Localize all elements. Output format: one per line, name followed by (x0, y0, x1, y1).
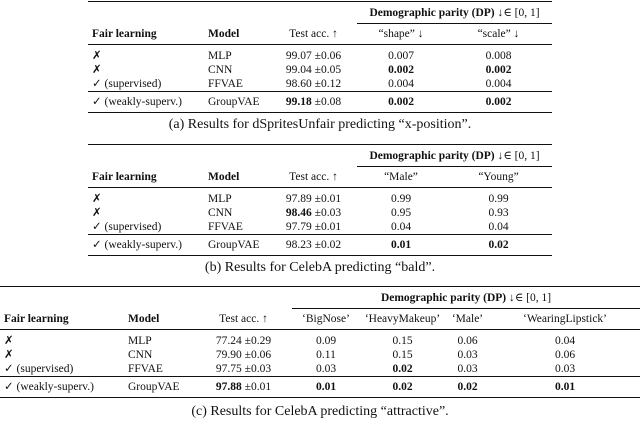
dp-cell (445, 45, 552, 64)
dp-cell (357, 206, 445, 220)
dp-value: 0.01 (554, 381, 576, 393)
header-test-acc: Test acc. ↑ (195, 309, 292, 330)
empty-cell (270, 2, 357, 24)
dp-group-header (357, 145, 552, 167)
dp-cell (445, 206, 552, 220)
model-cell: CNN (208, 64, 233, 76)
dp-value: 0.01 (390, 239, 412, 251)
test-acc-cell (195, 330, 292, 349)
dp-cell (357, 235, 445, 256)
header-row (88, 167, 552, 188)
dp-cell (445, 235, 552, 256)
dp-group-header (292, 287, 640, 309)
test-acc-value: 97.75 (215, 363, 242, 375)
dp-cell (490, 330, 640, 349)
dp-value: 0.03 (554, 363, 576, 375)
empty-cell (270, 145, 357, 167)
fair-learning-cell: ✗ (92, 50, 102, 62)
dp-cell (490, 377, 640, 398)
test-acc-cell (270, 235, 357, 256)
header-label: Fair learning (92, 170, 157, 183)
table-row (88, 188, 552, 207)
test-acc-value: 98.23 (285, 239, 312, 251)
dp-cell (445, 348, 490, 362)
test-acc-value: 98.46 (285, 207, 312, 219)
table-row (0, 330, 640, 349)
dp-value: 0.04 (554, 335, 576, 347)
test-acc-std: ±0.01 (311, 193, 342, 205)
fair-learning-cell: ✓ (weakly-superv.) (88, 92, 208, 113)
test-acc-value: 99.07 (285, 50, 312, 62)
header-fair-learning (0, 309, 128, 330)
empty-cell (195, 287, 292, 309)
test-acc-cell (270, 206, 357, 220)
test-acc-std: ±0.06 (311, 50, 342, 62)
header-model (208, 167, 270, 188)
dp-cell (292, 377, 360, 398)
test-acc-value: 98.60 (285, 78, 312, 90)
fair-learning-cell: ✓ (supervised) (92, 221, 162, 233)
test-acc-std: ±0.01 (241, 381, 272, 393)
dp-header-range: ↓∈ [0, 1] (506, 291, 552, 304)
test-acc-std: ±0.12 (311, 78, 342, 90)
header-row-group (88, 145, 552, 167)
header-dp-attribute: ‘BigNose’ (292, 309, 360, 330)
dp-value: 0.93 (488, 207, 509, 219)
model-cell: FFVAE (208, 221, 243, 233)
model-cell: FFVAE (208, 78, 243, 90)
dp-cell (445, 63, 552, 77)
dp-value: 0.15 (392, 349, 413, 361)
test-acc-value: 97.88 (215, 381, 242, 393)
dp-value: 0.15 (392, 335, 413, 347)
table-row (88, 45, 552, 64)
header-row-group (88, 2, 552, 24)
dp-cell (292, 362, 360, 377)
header-model (208, 24, 270, 45)
dp-header-bold: Demographic parity (DP) (380, 291, 507, 304)
test-acc-cell (270, 188, 357, 207)
empty-cell (88, 145, 208, 167)
model-cell: MLP (128, 335, 152, 347)
empty-cell (128, 287, 195, 309)
test-acc-cell (270, 220, 357, 235)
test-acc-cell (270, 45, 357, 64)
test-acc-value: 99.04 (285, 64, 312, 76)
fair-learning-cell: ✓ (supervised) (92, 78, 162, 90)
table-row (88, 63, 552, 77)
table-caption: (b) Results for CelebA predicting “bald”. (204, 260, 436, 275)
dp-value: 0.95 (390, 207, 412, 219)
empty-cell (0, 287, 128, 309)
model-cell: CNN (128, 349, 153, 361)
test-acc-std: ±0.06 (241, 349, 272, 361)
table-row (88, 220, 552, 235)
dp-value: 0.06 (554, 349, 576, 361)
dp-value: 0.02 (392, 381, 413, 393)
header-dp-attribute: ‘Male’ (445, 309, 490, 330)
model-cell: GroupVAE (128, 377, 195, 398)
test-acc-std: ±0.01 (311, 221, 342, 233)
test-acc-std: ±0.02 (311, 239, 342, 251)
dp-cell (445, 377, 490, 398)
dp-value: 0.04 (488, 221, 509, 233)
dp-cell (360, 362, 445, 377)
results-table (88, 144, 552, 256)
dp-value: 0.04 (390, 221, 412, 233)
dp-value: 0.03 (315, 363, 337, 375)
test-acc-cell (195, 348, 292, 362)
table-row (88, 77, 552, 92)
dp-header-range: ↓∈ [0, 1] (494, 149, 540, 162)
header-dp-attribute: “Male” (357, 167, 445, 188)
table-row (88, 206, 552, 220)
table-row (88, 235, 552, 256)
table-row (0, 362, 640, 377)
test-acc-std: ±0.29 (241, 335, 272, 347)
dp-value: 0.09 (315, 335, 337, 347)
dp-header-bold: Demographic parity (DP) (369, 6, 495, 19)
header-fair-learning (88, 24, 208, 45)
table-caption: (a) Results for dSpritesUnfair predicting “x-position”. (168, 117, 472, 132)
dp-value: 0.002 (388, 96, 414, 108)
dp-cell (360, 377, 445, 398)
header-label: Model (128, 312, 160, 325)
dp-value: 0.06 (457, 335, 478, 347)
fair-learning-cell: ✗ (4, 349, 14, 361)
test-acc-std: ±0.05 (311, 64, 342, 76)
test-acc-cell (270, 63, 357, 77)
test-acc-cell (270, 92, 357, 113)
header-test-acc: Test acc. ↑ (270, 167, 357, 188)
header-dp-attribute: “shape” ↓ (357, 24, 445, 45)
dp-value: 0.01 (315, 381, 337, 393)
fair-learning-cell: ✗ (4, 335, 14, 347)
test-acc-std: ±0.03 (311, 207, 342, 219)
test-acc-value: 77.24 (215, 335, 242, 347)
fair-learning-cell: ✗ (92, 64, 102, 76)
table-row (0, 348, 640, 362)
test-acc-value: 97.89 (285, 193, 312, 205)
empty-cell (208, 145, 270, 167)
dp-header-range: ↓∈ [0, 1] (494, 6, 540, 19)
fair-learning-cell: ✗ (92, 207, 102, 219)
dp-cell (445, 92, 552, 113)
dp-cell (445, 188, 552, 207)
dp-value: 0.02 (392, 363, 413, 375)
test-acc-std: ±0.08 (311, 96, 342, 108)
dp-cell (445, 220, 552, 235)
model-cell: MLP (208, 193, 232, 205)
dp-cell (360, 330, 445, 349)
test-acc-value: 79.90 (215, 349, 242, 361)
dp-value: 0.007 (388, 50, 414, 62)
dp-cell (357, 220, 445, 235)
dp-value: 0.99 (390, 193, 412, 205)
header-model (128, 309, 195, 330)
dp-cell (357, 188, 445, 207)
results-table (0, 286, 640, 398)
dp-cell (360, 348, 445, 362)
dp-cell (490, 348, 640, 362)
dp-group-header (357, 2, 552, 24)
header-dp-attribute: ‘HeavyMakeup’ (360, 309, 445, 330)
header-dp-attribute: ‘WearingLipstick’ (490, 309, 640, 330)
model-cell: CNN (208, 207, 233, 219)
dp-value: 0.004 (388, 78, 414, 90)
dp-value: 0.03 (457, 363, 478, 375)
dp-cell (292, 348, 360, 362)
empty-cell (208, 2, 270, 24)
model-cell: FFVAE (128, 363, 163, 375)
fair-learning-cell: ✓ (weakly-superv.) (0, 377, 128, 398)
model-cell: GroupVAE (208, 235, 270, 256)
dp-header-bold: Demographic parity (DP) (369, 149, 495, 162)
dp-value: 0.002 (388, 64, 414, 76)
dp-value: 0.03 (457, 349, 478, 361)
dp-cell (357, 77, 445, 92)
header-row (0, 309, 640, 330)
dp-cell (357, 45, 445, 64)
model-cell: GroupVAE (208, 92, 270, 113)
dp-cell (445, 330, 490, 349)
table-row (0, 377, 640, 398)
test-acc-value: 99.18 (285, 96, 312, 108)
header-row (88, 24, 552, 45)
fair-learning-cell: ✗ (92, 193, 102, 205)
dp-cell (357, 92, 445, 113)
dp-cell (445, 77, 552, 92)
model-cell: MLP (208, 50, 232, 62)
header-dp-attribute: “Young” (445, 167, 552, 188)
header-dp-attribute: “scale” ↓ (445, 24, 552, 45)
dp-value: 0.004 (485, 78, 512, 90)
dp-value: 0.11 (316, 349, 336, 361)
dp-value: 0.02 (457, 381, 478, 393)
test-acc-value: 97.79 (285, 221, 312, 233)
test-acc-cell (195, 377, 292, 398)
header-label: Model (208, 170, 240, 183)
empty-cell (88, 2, 208, 24)
header-label: Model (208, 27, 240, 40)
header-test-acc: Test acc. ↑ (270, 24, 357, 45)
test-acc-std: ±0.03 (241, 363, 272, 375)
header-row-group (0, 287, 640, 309)
dp-cell (445, 362, 490, 377)
results-table (88, 1, 552, 113)
header-label: Fair learning (4, 312, 69, 325)
dp-value: 0.99 (488, 193, 509, 205)
test-acc-cell (270, 77, 357, 92)
header-label: Fair learning (92, 27, 157, 40)
header-fair-learning (88, 167, 208, 188)
dp-value: 0.02 (488, 239, 509, 251)
dp-value: 0.008 (485, 50, 512, 62)
dp-cell (292, 330, 360, 349)
test-acc-cell (195, 362, 292, 377)
table-caption: (c) Results for CelebA predicting “attractive”. (191, 404, 449, 419)
dp-value: 0.002 (485, 96, 512, 108)
fair-learning-cell: ✓ (supervised) (4, 363, 74, 375)
dp-cell (490, 362, 640, 377)
fair-learning-cell: ✓ (weakly-superv.) (88, 235, 208, 256)
table-row (88, 92, 552, 113)
dp-value: 0.002 (485, 64, 512, 76)
dp-cell (357, 63, 445, 77)
